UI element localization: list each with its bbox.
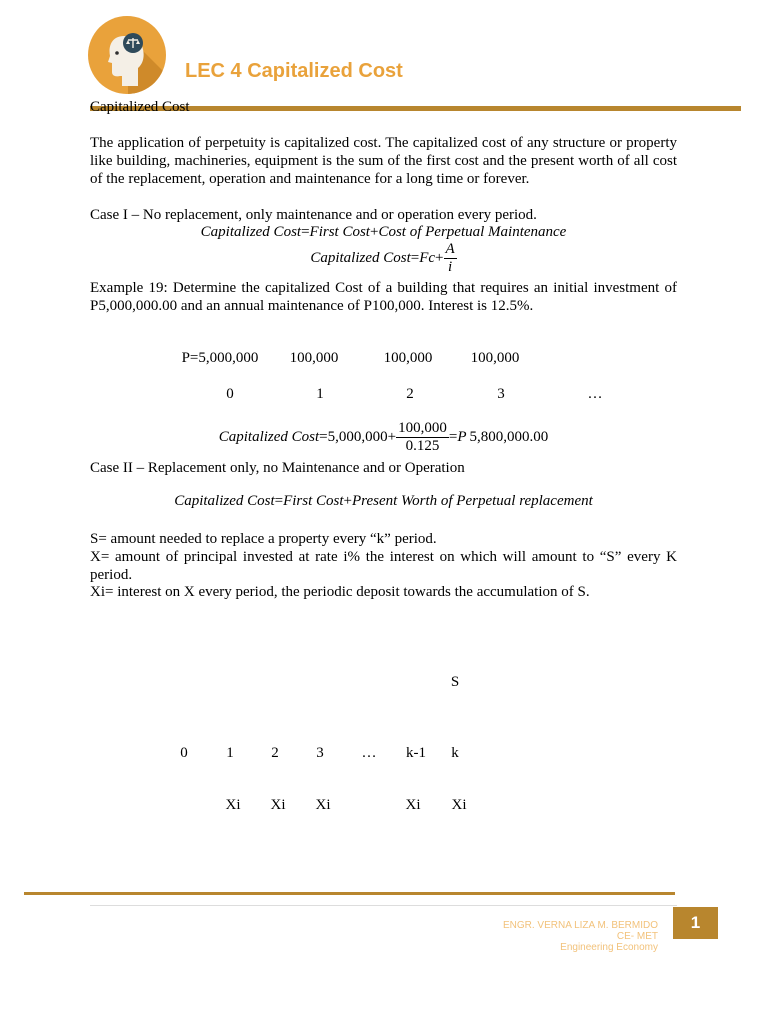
eq-term: Fc [419,249,436,266]
definition-s: S= amount needed to replace a property every “k” period. [90,531,437,547]
eq-term: First Cost [283,493,344,509]
eq-lhs: Capitalized Cost [218,428,320,445]
deposit-label: Xi [315,797,331,813]
logo [88,16,166,94]
case1-equation-1 [90,224,677,241]
fraction-denominator: i [448,259,453,275]
example-solution-equation [90,420,677,455]
eq-sign: = [319,428,328,445]
eq-sign: = [448,428,458,445]
eq-peso-symbol: P [457,428,467,445]
future-amount-label: S [450,674,460,690]
eq-lhs: Capitalized Cost [200,224,302,240]
deposit-label: Xi [225,797,241,813]
page-title: LEC 4 Capitalized Cost [185,60,403,82]
eq-term: Present Worth of Perpetual replacement [352,493,593,509]
fraction [444,241,457,276]
period-label: 0 [226,386,234,402]
period-label: k [451,745,459,761]
period-label: 2 [406,386,414,402]
cash-flow-label: P=5,000,000 [181,350,259,366]
period-label: … [587,386,603,402]
head-with-scale-icon [88,16,166,94]
cash-flow-label: 100,000 [383,350,433,366]
period-label: … [361,745,377,761]
case1-heading: Case I – No replacement, only maintenance and or operation every period. [90,207,537,223]
fraction-denominator: 0.125 [405,438,440,454]
eq-plus: + [435,249,444,266]
eq-plus: + [343,493,352,509]
deposit-label: Xi [405,797,421,813]
example-paragraph: Example 19: Determine the capitalized Cost of a building that requires an initial investment of P5,000,000.00 and an annual maintenance of P100,000. Interest is 12.5%. [90,280,677,314]
period-label: 2 [271,745,279,761]
eq-term: 5,000,000 [327,428,388,445]
eq-sign: = [301,224,310,240]
period-label: 0 [180,745,188,761]
deposit-label: Xi [270,797,286,813]
deposit-label: Xi [451,797,467,813]
footer-author: ENGR. VERNA LIZA M. BERMIDO [502,920,658,931]
footer-dept: CE- MET [616,931,658,942]
period-label: 1 [316,386,324,402]
eq-lhs: Capitalized Cost [174,493,275,509]
definition-xi: Xi= interest on X every period, the periodic deposit towards the accumulation of S. [90,584,590,600]
intro-paragraph: The application of perpetuity is capitalized cost. The capitalized cost of any structure or property like building, machineries, equipment is the sum of the first cost and the present worth of all cost of the replacement, operation and maintenance for a long time or forever. [90,135,677,187]
eq-term: First Cost [309,224,370,240]
period-label: 1 [226,745,234,761]
footer-info [440,920,658,953]
period-label: 3 [497,386,505,402]
eq-sign: = [274,493,284,509]
fraction-numerator: A [445,241,455,257]
definition-x: X= amount of principal invested at rate i% the interest on which will amount to “S” every K period. [90,549,677,583]
section-label: Capitalized Cost [90,99,190,115]
cash-flow-label: 100,000 [470,350,520,366]
footer-course: Engineering Economy [560,942,658,953]
case1-equation-2 [90,241,677,276]
case2-equation [90,493,677,510]
page-number: 1 [673,907,718,939]
footer-divider [90,905,677,906]
eq-result: 5,800,000.00 [469,428,549,445]
eq-lhs: Capitalized Cost [310,249,411,266]
footer-rule [24,892,675,895]
eq-plus: + [387,428,397,445]
eq-term: Cost of Perpetual Maintenance [378,224,567,240]
period-label: k-1 [406,745,426,761]
case2-heading: Case II – Replacement only, no Maintenance and or Operation [90,460,465,476]
fraction [396,420,449,455]
period-label: 3 [316,745,324,761]
eq-plus: + [369,224,379,240]
fraction-numerator: 100,000 [398,420,447,436]
eq-sign: = [410,249,420,266]
cash-flow-label: 100,000 [289,350,339,366]
